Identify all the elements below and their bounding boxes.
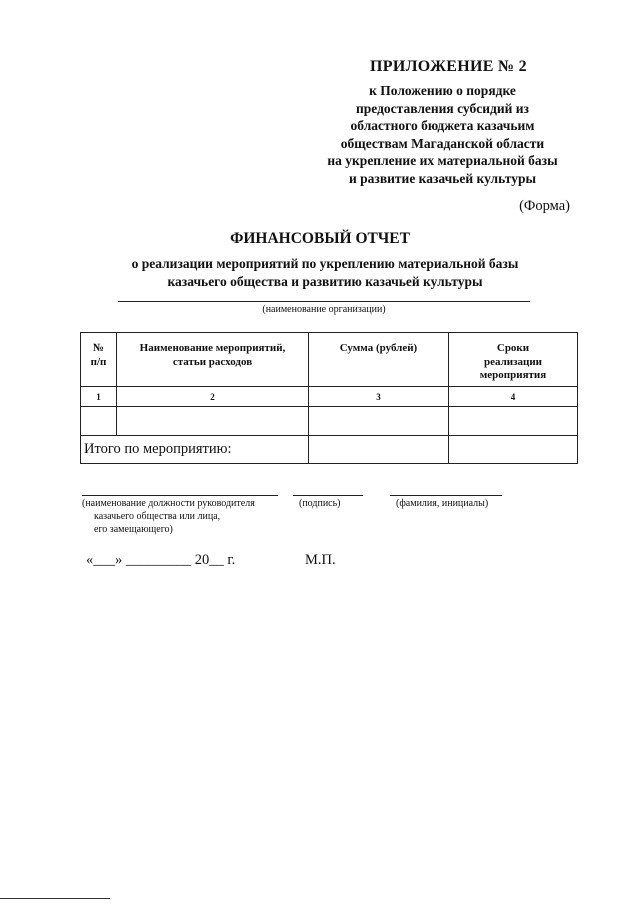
signature-line [293, 495, 363, 496]
table-cell[interactable] [81, 407, 117, 436]
date-line: «___» _________ 20__ г. [86, 552, 236, 568]
report-subtitle-line: о реализации мероприятий по укреплению материальной базы [131, 256, 519, 271]
name-caption: (фамилия, инициалы) [396, 498, 489, 509]
column-number: 2 [117, 387, 309, 407]
table-total-row [81, 436, 578, 464]
appendix-line: предоставления субсидий из [355, 100, 529, 116]
appendix-line: областного бюджета казачьим [350, 118, 535, 133]
report-table [80, 332, 578, 464]
appendix-line: обществам Магаданской области [340, 135, 545, 151]
header-deadlines: Сроки реализации мероприятия [449, 333, 578, 387]
header-amount: Сумма (рублей) [309, 333, 449, 387]
appendix-title: ПРИЛОЖЕНИЕ № 2 [370, 58, 527, 75]
appendix-line: и развитие казачьей культуры [349, 170, 536, 186]
total-deadline-cell[interactable] [449, 436, 578, 464]
table-numbering-row [81, 387, 578, 407]
position-signature-line [82, 495, 278, 496]
report-subtitle-line: казачьего общества и развитию казачьей культуры [167, 274, 483, 289]
form-label: (Форма) [519, 198, 570, 214]
table-cell[interactable] [449, 407, 578, 436]
header-activity-name: Наименование мероприятий, статьи расходов [117, 333, 309, 387]
name-signature-line [390, 495, 502, 496]
table-cell[interactable] [117, 407, 309, 436]
appendix-line: к Положению о порядке [369, 83, 516, 98]
column-number: 4 [449, 387, 578, 407]
column-number: 3 [309, 387, 449, 407]
appendix-line: на укрепление их материальной базы [327, 153, 558, 168]
report-subtitle [90, 255, 560, 291]
total-label: Итого по мероприятию: [81, 436, 309, 464]
organization-caption: (наименование организации) [262, 304, 386, 315]
table-row [81, 407, 578, 436]
table-header-row [81, 333, 578, 387]
footer-divider [0, 898, 110, 899]
stamp-label: М.П. [305, 552, 336, 568]
signature-caption: (подпись) [299, 498, 341, 509]
report-title: ФИНАНСОВЫЙ ОТЧЕТ [230, 230, 410, 247]
organization-name-line [118, 301, 530, 302]
column-number: 1 [81, 387, 117, 407]
position-caption: (наименование должности руководителя казачьего общества или лица, его замещающего) [82, 498, 255, 535]
header-number: № п/п [81, 333, 117, 387]
table-cell[interactable] [309, 407, 449, 436]
total-amount-cell[interactable] [309, 436, 449, 464]
appendix-subtitle [300, 82, 585, 187]
